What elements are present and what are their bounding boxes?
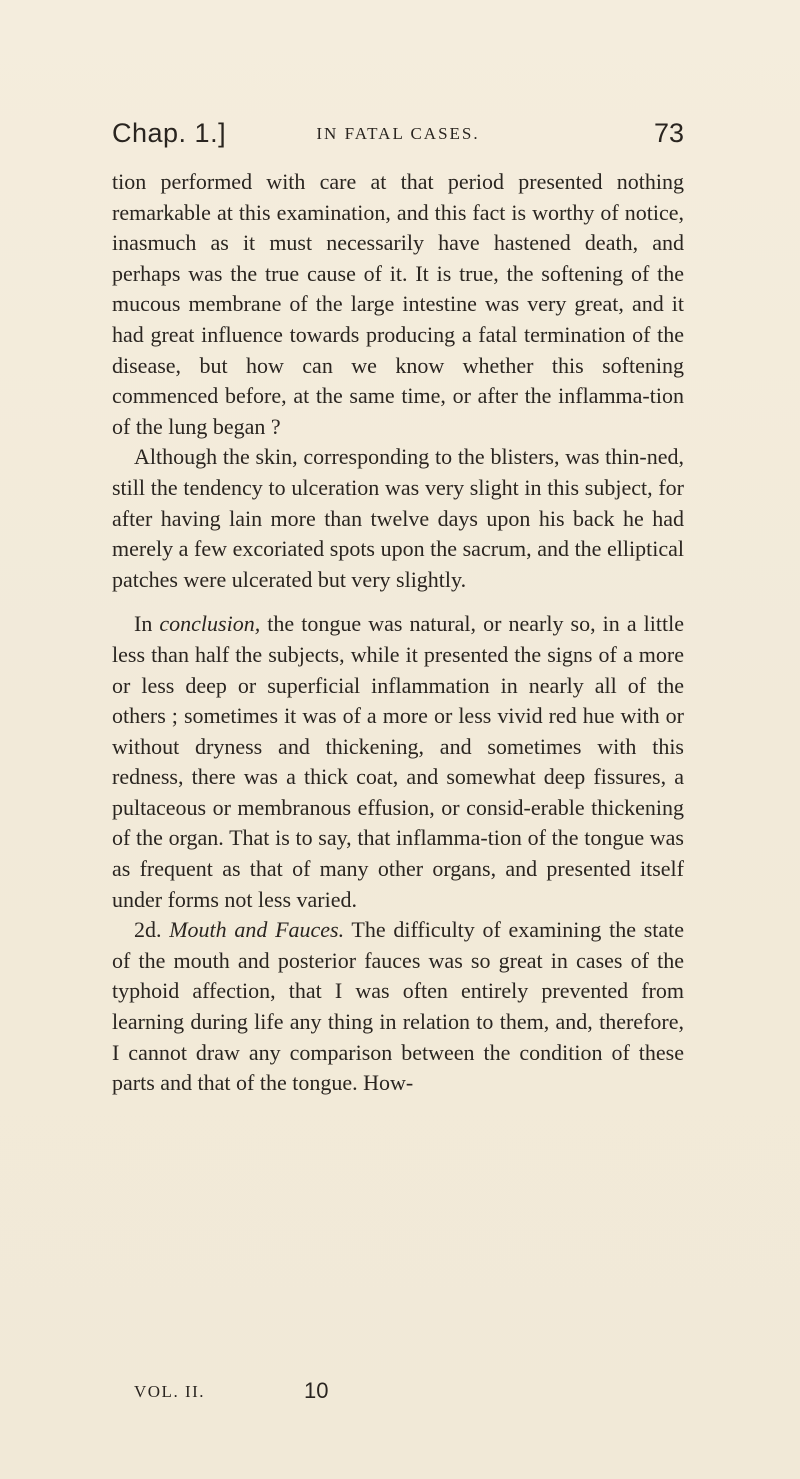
paragraph-2-text: Although the skin, corresponding to the blisters, was thin-ned, still the tendency to ulceration was very slight in this subject, for after having lain more than twelve days upon his back he had merely a few excoriated spots upon the sacrum, and the elliptical patches were ulcerated but very slightly.: [112, 444, 684, 592]
paragraph-3-text: the tongue was natural, or nearly so, in a little less than half the subjects, while it presented the signs of a more or less deep or superficial inflammation in nearly all of the others ; sometimes it was of a more or less vivid red hue with or without dryness and thickening, and sometimes with this redness, there was a thick coat, and somewhat deep fissures, a pultaceous or membranous effusion, or consid-erable thickening of the organ. That is to say, that inflamma-tion of the tongue was as frequent as that of many other organs, and presented itself under forms not less varied.: [112, 611, 685, 912]
paragraph-3-italic: conclusion,: [159, 611, 261, 637]
paragraph-4-italic: Mouth and Fauces.: [169, 917, 345, 943]
paragraph-3-lead: In: [134, 611, 160, 637]
paragraph-4-lead: 2d.: [134, 917, 170, 943]
paragraph-3: [112, 609, 684, 915]
body-text: [112, 167, 684, 1099]
page-number: 73: [653, 118, 684, 148]
page-footer: [134, 1378, 534, 1408]
paragraph-1: [112, 167, 684, 442]
volume-label: VOL. II.: [134, 1382, 206, 1401]
paragraph-1-text: tion performed with care at that period presented nothing remarkable at this examination, and this fact is worthy of notice, inasmuch as it must necessarily have hastened death, and perhaps was the true cause of it. It is true, the softening of the mucous membrane of the large intestine was very great, and it had great influence towards producing a fatal termination of the disease, but how can we know whether this softening commenced before, at the same time, or after the inflamma-tion of the lung began ?: [112, 169, 684, 439]
page-header: [112, 118, 684, 158]
paragraph-4: [112, 915, 684, 1099]
running-title: IN FATAL CASES.: [316, 124, 480, 143]
chapter-label: Chap. 1.]: [112, 118, 227, 148]
paragraph-2: [112, 442, 684, 595]
signature-mark: 10: [304, 1378, 329, 1403]
paragraph-4-text: The difficulty of examining the state of the mouth and posterior fauces was so great in cases of the typhoid affection, that I was often entirely prevented from learning during life any thing in relation to them, and, therefore, I cannot draw any comparison between the condition of these parts and that of the tongue. How-: [112, 917, 685, 1096]
